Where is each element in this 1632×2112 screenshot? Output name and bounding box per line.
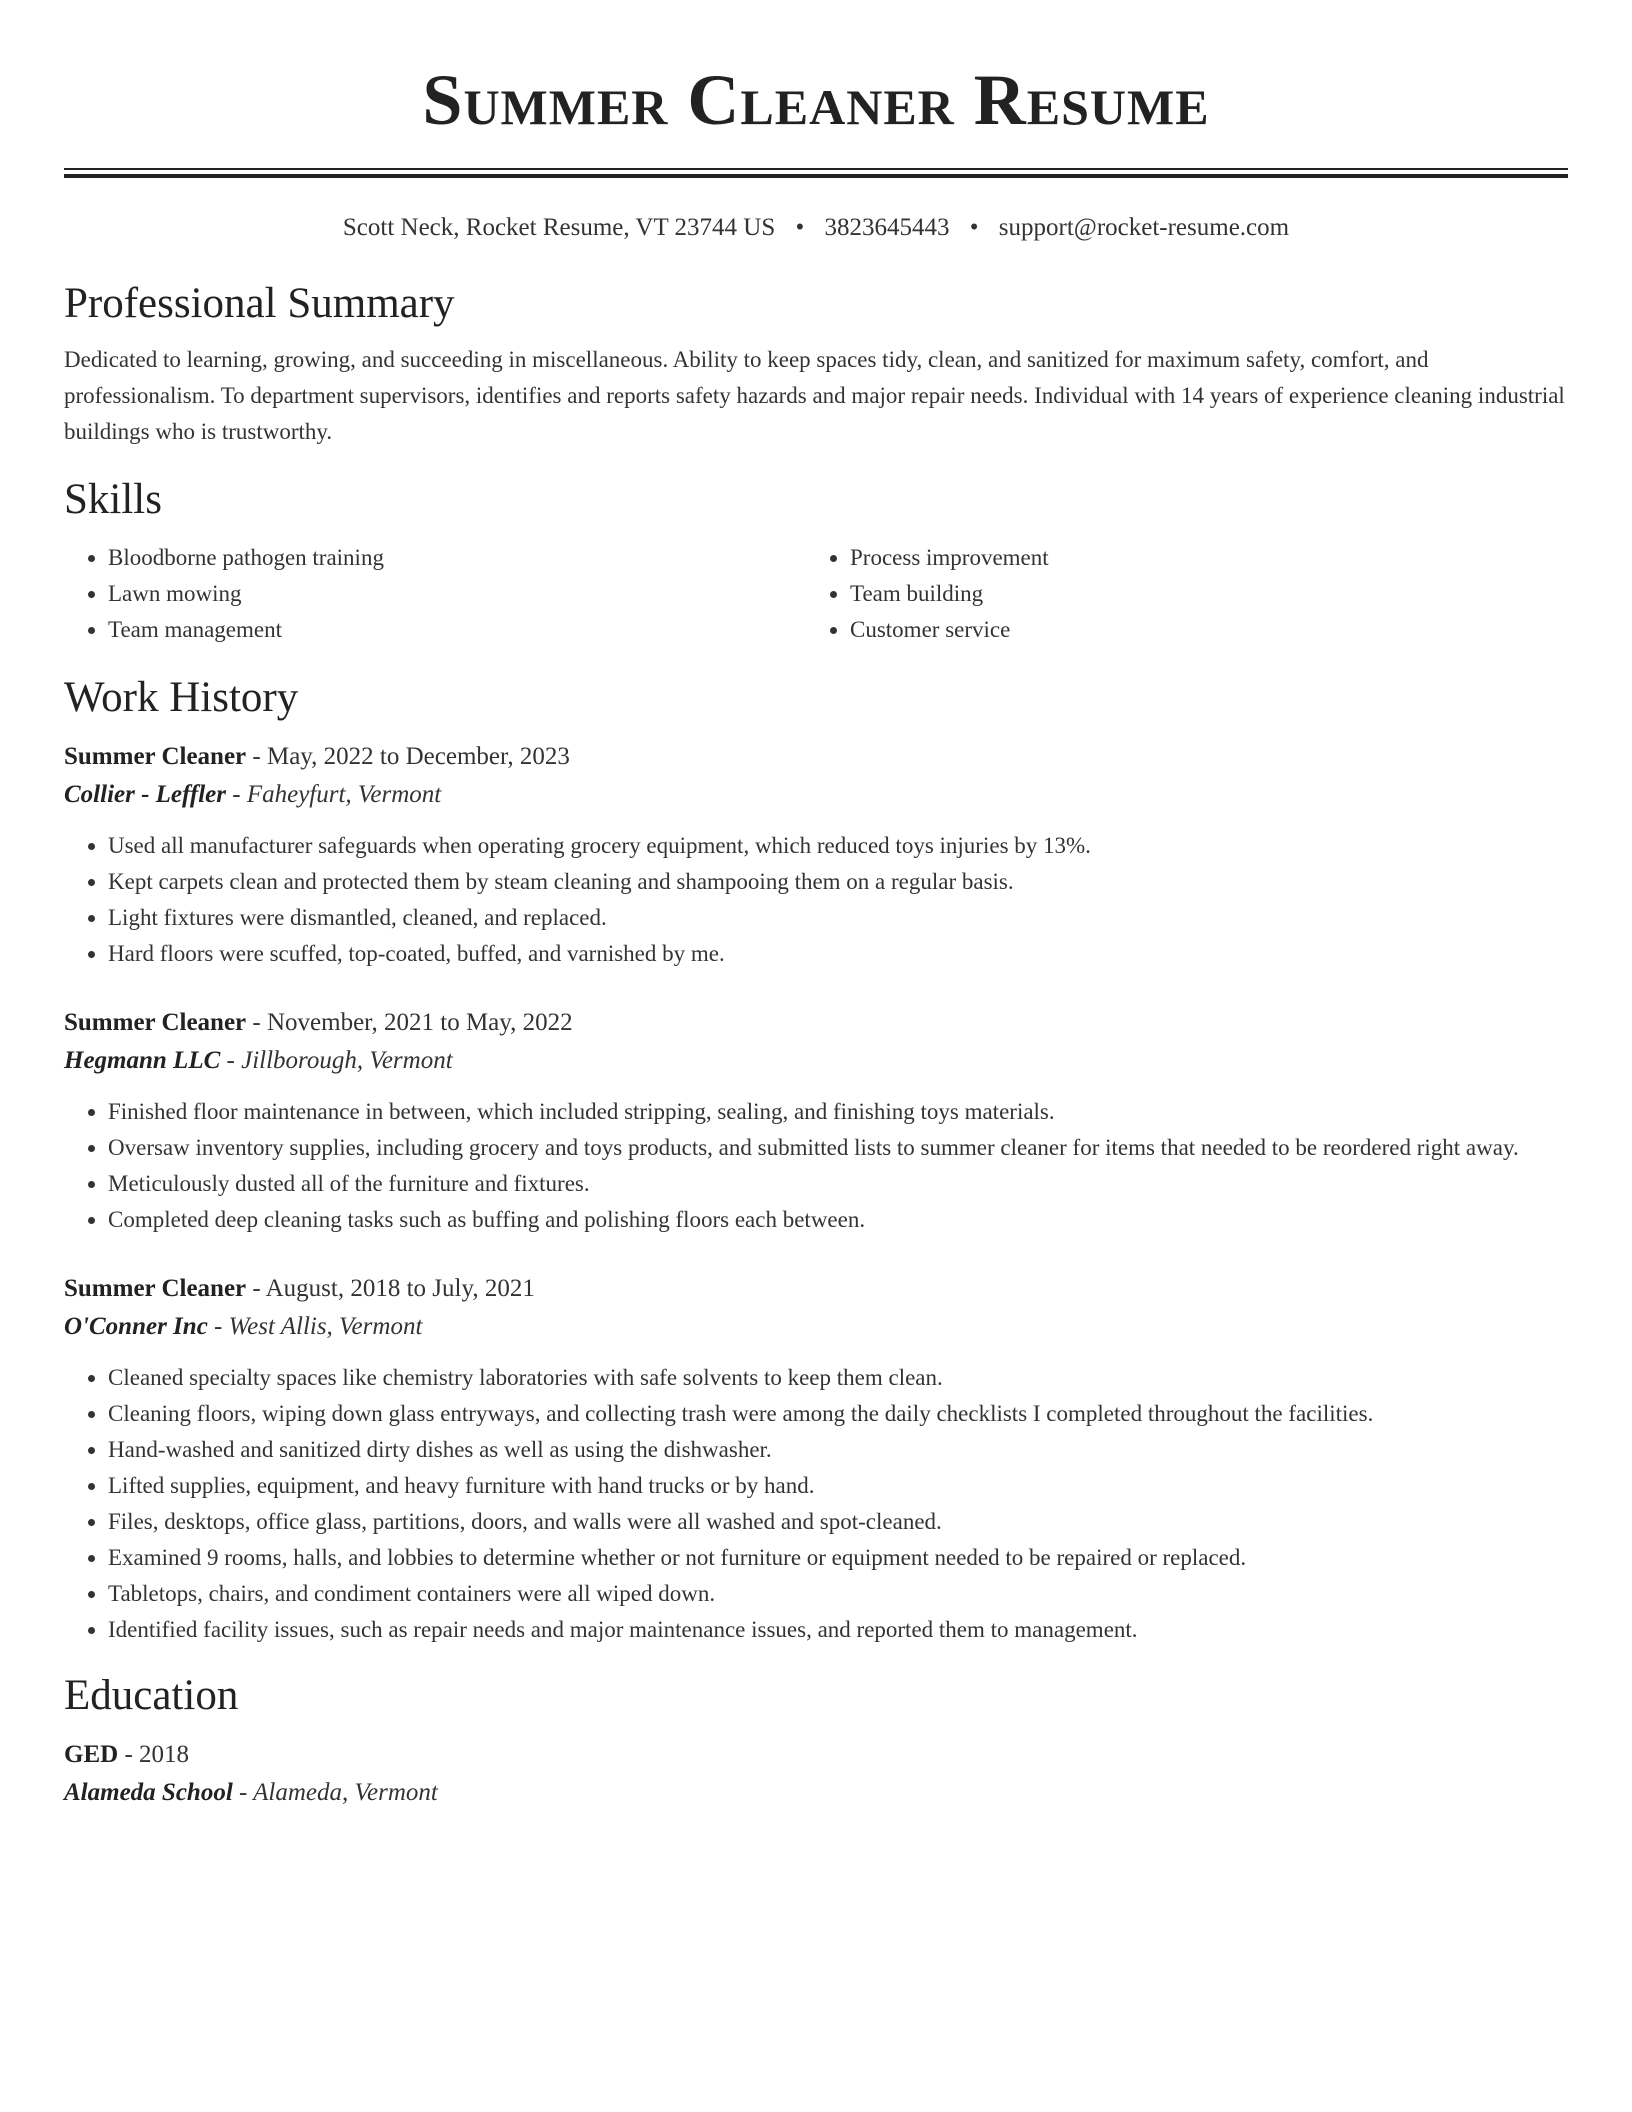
- contact-email: support@rocket-resume.com: [998, 214, 1290, 241]
- divider-line-thick: [64, 174, 1568, 178]
- education-school: Alameda School: [64, 1779, 233, 1806]
- duty-item: • Completed deep cleaning tasks such as buffing and polishing floors each between.: [108, 1202, 1568, 1238]
- divider-line-thin: [64, 168, 1568, 170]
- education-header: GED - 2018: [64, 1741, 190, 1768]
- skills-column-right: [806, 540, 1548, 648]
- job-header: Summer Cleaner - August, 2018 to July, 2021: [64, 1275, 535, 1302]
- job-entry: [64, 1004, 1568, 1238]
- job-company: O'Conner Inc: [64, 1313, 208, 1340]
- skill-item: • Customer service: [850, 612, 1548, 648]
- skill-item: • Process improvement: [850, 540, 1548, 576]
- job-location: Jillborough, Vermont: [241, 1047, 453, 1074]
- contact-separator: •: [969, 214, 979, 241]
- contact-phone: 3823645443: [824, 214, 950, 241]
- title-divider: [64, 168, 1568, 180]
- duty-item: • Kept carpets clean and protected them by steam cleaning and shampooing them on a regular basis.: [108, 864, 1568, 900]
- job-location: West Allis, Vermont: [228, 1313, 423, 1340]
- job-employer: Collier - Leffler - Faheyfurt, Vermont: [64, 781, 442, 808]
- job-dates: May, 2022 to December, 2023: [266, 743, 570, 770]
- skills-column-left: [64, 540, 806, 648]
- duty-item: • Oversaw inventory supplies, including grocery and toys products, and submitted lists to summer cleaner for items that needed to be reordered right away.: [108, 1130, 1568, 1166]
- education-institution: Alameda School - Alameda, Vermont: [64, 1779, 438, 1806]
- skill-item: • Team management: [108, 612, 806, 648]
- duty-item: • Identified facility issues, such as repair needs and major maintenance issues, and reported them to management.: [108, 1612, 1568, 1648]
- job-header: Summer Cleaner - November, 2021 to May, 2022: [64, 1009, 573, 1036]
- work-history-heading: Work History: [64, 674, 299, 721]
- contact-separator: •: [795, 214, 805, 241]
- duty-item: • Light fixtures were dismantled, cleaned, and replaced.: [108, 900, 1568, 936]
- job-employer: O'Conner Inc - West Allis, Vermont: [64, 1313, 423, 1340]
- duty-item: • Cleaned specialty spaces like chemistry laboratories with safe solvents to keep them clean.: [108, 1360, 1568, 1396]
- skill-item: • Bloodborne pathogen training: [108, 540, 806, 576]
- duty-item: • Hand-washed and sanitized dirty dishes as well as using the dishwasher.: [108, 1432, 1568, 1468]
- job-duties: [64, 1094, 1568, 1238]
- summary-heading: Professional Summary: [64, 280, 455, 327]
- job-title: Summer Cleaner: [64, 743, 247, 770]
- duty-item: • Used all manufacturer safeguards when operating grocery equipment, which reduced toys injuries by 13%.: [108, 828, 1568, 864]
- skills-heading: Skills: [64, 476, 162, 523]
- job-location: Faheyfurt, Vermont: [246, 781, 442, 808]
- skills-list: [64, 540, 1568, 648]
- contact-line: [64, 212, 1568, 244]
- duty-item: • Finished floor maintenance in between, which included stripping, sealing, and finishing toys materials.: [108, 1094, 1568, 1130]
- duty-item: • Meticulously dusted all of the furniture and fixtures.: [108, 1166, 1568, 1202]
- job-header: Summer Cleaner - May, 2022 to December, 2023: [64, 743, 570, 770]
- job-entry: [64, 738, 1568, 972]
- job-title: Summer Cleaner: [64, 1275, 247, 1302]
- resume-title: Summer Cleaner Resume: [422, 60, 1210, 140]
- education-entry: [64, 1736, 1568, 1812]
- job-duties: [64, 1360, 1568, 1648]
- duty-item: • Cleaning floors, wiping down glass entryways, and collecting trash were among the daily checklists I completed throughout the facilities.: [108, 1396, 1568, 1432]
- skill-item: • Lawn mowing: [108, 576, 806, 612]
- duty-item: • Hard floors were scuffed, top-coated, buffed, and varnished by me.: [108, 936, 1568, 972]
- job-duties: [64, 828, 1568, 972]
- job-entry: [64, 1270, 1568, 1648]
- duty-item: • Files, desktops, office glass, partitions, doors, and walls were all washed and spot-cleaned.: [108, 1504, 1568, 1540]
- education-heading: Education: [64, 1672, 239, 1719]
- duty-item: • Lifted supplies, equipment, and heavy furniture with hand trucks or by hand.: [108, 1468, 1568, 1504]
- education-year: 2018: [139, 1741, 190, 1768]
- education-degree: GED: [64, 1741, 119, 1768]
- job-company: Collier - Leffler: [64, 781, 226, 808]
- contact-address: Scott Neck, Rocket Resume, VT 23744 US: [342, 214, 776, 241]
- job-dates: November, 2021 to May, 2022: [266, 1009, 573, 1036]
- summary-text: Dedicated to learning, growing, and succeeding in miscellaneous. Ability to keep spaces tidy, clean, and sanitized for maximum safety, comfort, and professionalism. To department supervisors, identifies and reports safety hazards and major repair needs. Individual with 14 years of experience cleaning industrial buildings who is trustworthy.: [64, 347, 1565, 444]
- job-dates: August, 2018 to July, 2021: [265, 1275, 535, 1302]
- job-title: Summer Cleaner: [64, 1009, 247, 1036]
- duty-item: • Tabletops, chairs, and condiment containers were all wiped down.: [108, 1576, 1568, 1612]
- duty-item: • Examined 9 rooms, halls, and lobbies to determine whether or not furniture or equipment needed to be repaired or replaced.: [108, 1540, 1568, 1576]
- job-company: Hegmann LLC: [64, 1047, 221, 1074]
- skill-item: • Team building: [850, 576, 1548, 612]
- job-employer: Hegmann LLC - Jillborough, Vermont: [64, 1047, 453, 1074]
- resume-page: [64, 0, 1568, 1812]
- education-location: Alameda, Vermont: [253, 1779, 438, 1806]
